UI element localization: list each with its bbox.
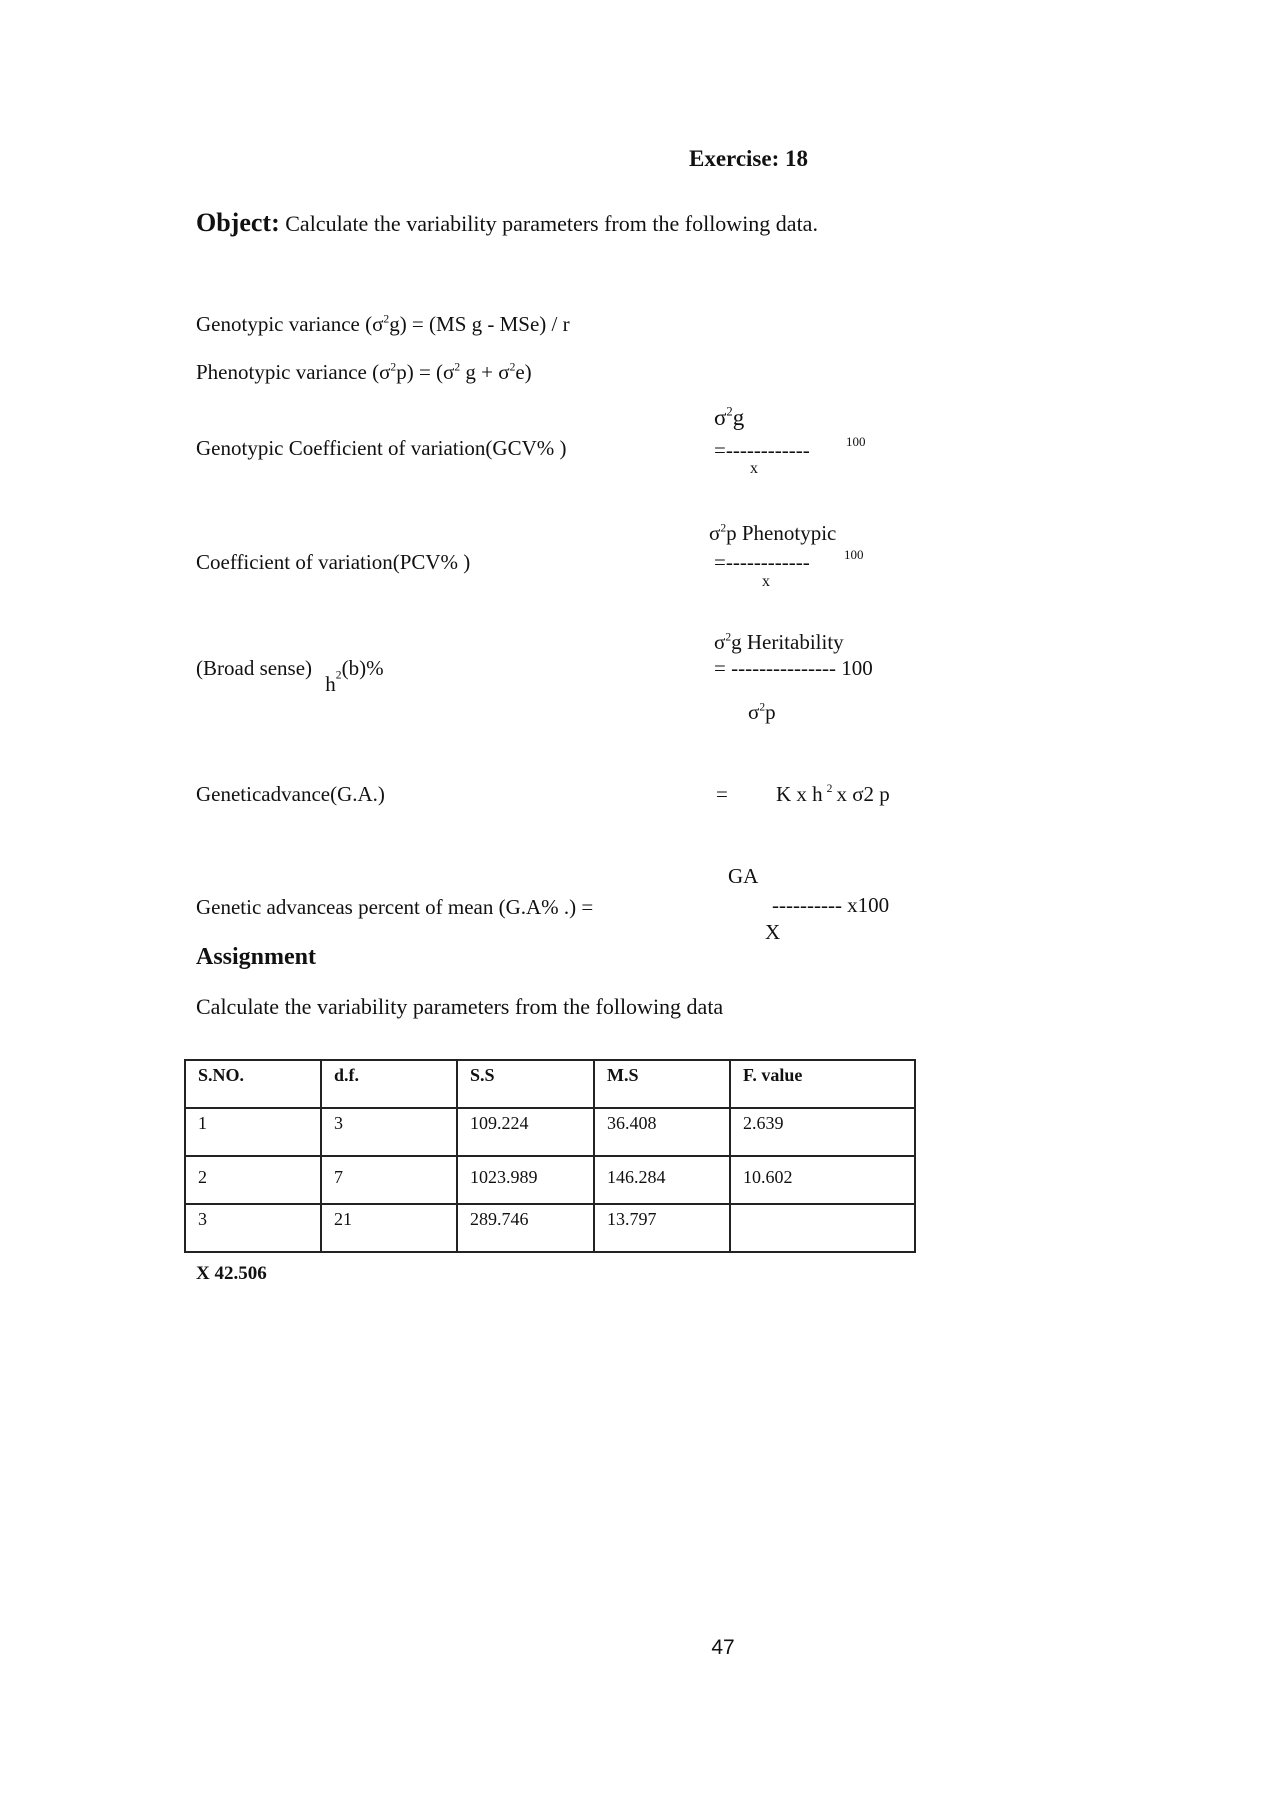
page-number: 47 — [711, 1636, 735, 1659]
ga-sup: 2 — [826, 783, 833, 796]
data-table — [184, 1059, 916, 1253]
phenotypic-variance-formula — [196, 360, 532, 385]
her-num-tail: g Heritability — [731, 630, 844, 654]
her-label-text: (Broad sense) — [196, 656, 313, 680]
heritability-fraction-line: = --------------- 100 — [714, 656, 873, 680]
pv-part-d: e) — [515, 360, 532, 384]
table-row — [185, 1156, 915, 1204]
pv-sup-1: 2 — [390, 361, 397, 374]
pv-part-b: p) = (σ — [396, 360, 455, 384]
gcv-num-tail: g — [732, 405, 745, 430]
header-df: d.f. — [321, 1060, 457, 1108]
header-ms: M.S — [594, 1060, 730, 1108]
cell-ss: 289.746 — [457, 1204, 594, 1252]
object-label: Object: — [196, 208, 280, 237]
gv-part-a: Genotypic variance (σ — [196, 312, 384, 336]
gcv-label: Genotypic Coefficient of variation(GCV% ) — [196, 436, 567, 460]
pcv-multiplier: 100 — [844, 547, 864, 562]
pv-sup-3: 2 — [509, 361, 516, 374]
pcv-num-tail: p Phenotypic — [726, 521, 837, 545]
cell-ss: 1023.989 — [457, 1156, 594, 1204]
assignment-heading: Assignment — [196, 944, 317, 970]
header-f-value: F. value — [730, 1060, 915, 1108]
cell-f-value: 10.602 — [730, 1156, 915, 1204]
object-statement — [196, 208, 818, 238]
genotypic-variance-formula — [196, 312, 570, 337]
heritability-label — [196, 656, 384, 696]
cell-df: 21 — [321, 1204, 457, 1252]
ga-rhs-b: x σ2 p — [836, 782, 890, 806]
her-den-sup: 2 — [759, 701, 766, 714]
gcv-fraction-line: =------------ — [714, 438, 810, 462]
cell-sno: 1 — [185, 1108, 321, 1156]
genetic-advance-equals: = — [716, 782, 728, 806]
gam-numerator: GA — [728, 864, 759, 888]
genetic-advance-label: Geneticadvance(G.A.) — [196, 782, 385, 806]
gam-denominator: X — [765, 920, 781, 944]
her-h: h — [325, 672, 336, 696]
table-row — [185, 1108, 915, 1156]
pcv-numerator — [709, 521, 836, 546]
gcv-multiplier: 100 — [846, 434, 866, 449]
genetic-advance-rhs — [776, 782, 890, 807]
pv-part-a: Phenotypic variance (σ — [196, 360, 391, 384]
gcv-sup: 2 — [726, 404, 733, 419]
gcv-denominator: x — [750, 460, 758, 477]
mean-note: X 42.506 — [196, 1263, 267, 1284]
ga-rhs-a: K x h — [776, 782, 823, 806]
cell-df: 3 — [321, 1108, 457, 1156]
gv-part-b: g) = (MS g - MSe) / r — [389, 312, 570, 336]
cell-ms: 36.408 — [594, 1108, 730, 1156]
heritability-denominator — [748, 700, 776, 725]
heritability-numerator — [714, 630, 844, 655]
pcv-sup: 2 — [720, 522, 727, 535]
assignment-instruction: Calculate the variability parameters from the following data — [196, 994, 724, 1019]
gv-sup: 2 — [383, 313, 390, 326]
cell-ms: 13.797 — [594, 1204, 730, 1252]
pcv-sigma: σ — [709, 521, 721, 545]
her-sup: 2 — [725, 631, 732, 644]
her-den-tail: p — [765, 700, 776, 724]
exercise-title: Exercise: 18 — [688, 146, 808, 171]
table-row — [185, 1204, 915, 1252]
gcv-numerator — [714, 405, 744, 431]
gam-fraction-line: ---------- x100 — [772, 893, 890, 917]
gcv-sigma: σ — [714, 405, 727, 430]
cell-sno: 3 — [185, 1204, 321, 1252]
object-text: Calculate the variability parameters from the following data. — [285, 211, 818, 236]
header-ss: S.S — [457, 1060, 594, 1108]
cell-ss: 109.224 — [457, 1108, 594, 1156]
cell-f-value: 2.639 — [730, 1108, 915, 1156]
her-sigma: σ — [714, 630, 726, 654]
her-den-sigma: σ — [748, 700, 760, 724]
cell-f-value — [730, 1204, 915, 1252]
pcv-fraction-line: =------------ — [714, 550, 810, 574]
cell-sno: 2 — [185, 1156, 321, 1204]
pv-part-c: g + σ — [460, 360, 510, 384]
cell-ms: 146.284 — [594, 1156, 730, 1204]
header-sno: S.NO. — [185, 1060, 321, 1108]
gam-label: Genetic advanceas percent of mean (G.A% .) = — [196, 895, 594, 919]
table-header-row — [185, 1060, 915, 1108]
pcv-denominator: x — [762, 573, 770, 590]
her-tail: (b)% — [341, 656, 384, 680]
cell-df: 7 — [321, 1156, 457, 1204]
her-h-sup: 2 — [335, 669, 342, 682]
pv-sup-2: 2 — [454, 361, 461, 374]
pcv-label: Coefficient of variation(PCV% ) — [196, 550, 471, 574]
